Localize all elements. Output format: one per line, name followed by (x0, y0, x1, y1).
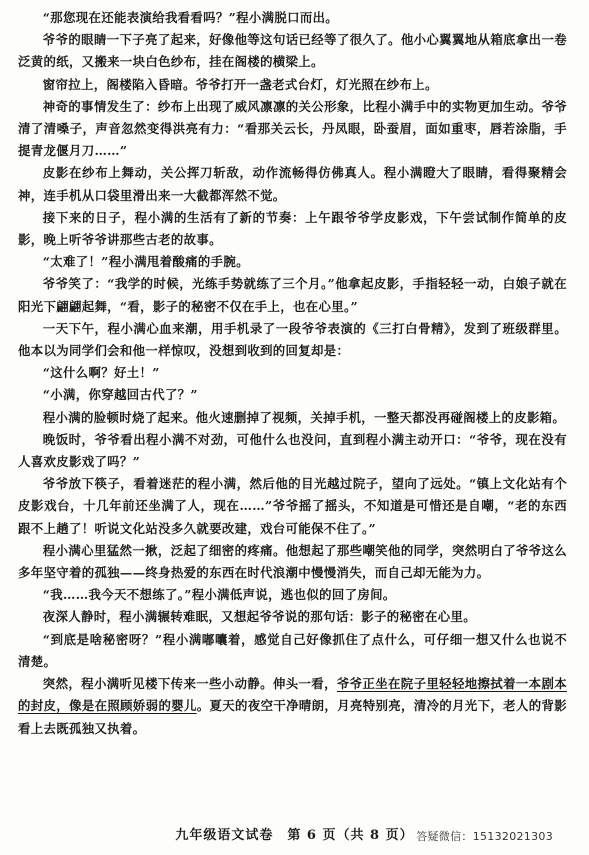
text-segment: 晚饭时，爷爷看出程小满不对劲，可他什么也没问，直到程小满主动开口：“爷爷，现在没有人喜欢皮影戏了吗？” (18, 431, 567, 470)
text-segment: 突然，程小满听见楼下传来一些小动静。伸头一看， (42, 676, 337, 692)
text-segment: 程小满的脸顿时烧了起来。他火速删掉了视频，关掉手机，一整天都没再碰阁楼上的皮影箱。 (42, 409, 566, 425)
text-segment: 接下来的日子，程小满的生活有了新的节奏：上午跟爷爷学皮影戏，下午尝试制作简单的皮影，晚上听爷爷讲那些古老的故事。 (18, 209, 567, 248)
text-segment: “太难了！”程小满甩着酸痛的手腕。 (42, 254, 249, 270)
underlined-sentence: 爷爷正坐在院子里轻轻地擦拭着一本剧本的封皮，像是在照顾娇弱的婴儿 (18, 676, 567, 714)
passage-body (18, 7, 567, 740)
paragraph (18, 318, 567, 362)
text-segment: “这什么啊？好土！” (42, 365, 160, 381)
paragraph (18, 7, 567, 29)
paragraph (18, 74, 567, 96)
paragraph (18, 273, 567, 317)
contact-info: 答疑微信：15132021303 (416, 830, 553, 843)
paragraph (18, 540, 567, 584)
paragraph (18, 673, 567, 740)
text-segment: “到底是啥秘密呀？”程小满嘟囔着，感觉自己好像抓住了点什么，可仔细一想又什么也说不清楚。 (18, 631, 567, 669)
paragraph (18, 96, 567, 163)
text-segment: 一天下午，程小满心血来潮，用手机录了一段爷爷表演的《三打白骨精》，发到了班级群里。他本以为同学们会和他一样惊叹，没想到收到的回复却是： (18, 320, 567, 359)
paragraph (18, 162, 567, 206)
text-segment: “小满，你穿越回古代了？” (42, 387, 198, 403)
text-segment: 皮影在纱布上舞动，关公挥刀斩敌，动作流畅得仿佛真人。程小满瞪大了眼睛，看得聚精会神，连手机从口袋里滑出来一大截都浑然不觉。 (18, 165, 567, 203)
text-segment: “那您现在还能表演给我看看吗？”程小满脱口而出。 (42, 10, 339, 25)
paragraph (18, 629, 567, 673)
paragraph (18, 584, 567, 606)
text-segment: 窗帘拉上，阁楼陷入昏暗。爷爷打开一盏老式台灯，灯光照在纱布上。 (42, 76, 438, 92)
text-segment: “我……我今天不想练了。”程小满低声说，逃也似的回了房间。 (42, 587, 396, 603)
paragraph (18, 407, 567, 429)
paragraph (18, 251, 567, 273)
page-footer: 九年级语文试卷 第 6 页（共 8 页） (175, 828, 414, 843)
paragraph (18, 362, 567, 384)
text-segment: 爷爷笑了：“我学的时候，光练手势就练了三个月。”他拿起皮影，手指轻轻一动，白娘子就在阳光下翩翩起舞，“看，影子的秘密不仅在手上，也在心里。” (18, 276, 567, 314)
text-segment: 爷爷放下筷子，看着迷茫的程小满，然后他的目光越过院子，望向了远处。“镇上文化站有个皮影戏台，十几年前还坐满了人，现在……”爷爷摇了摇头，不知道是可惜还是自嘲，“老的东西跟不上趟了！听说文化站没多久就要改建，戏台可能保不住了。” (18, 476, 567, 536)
text-segment: 。夏天的夜空干净晴朗，月亮特别亮，清冷的月光下，老人的背影看上去既孤独又执着。 (18, 698, 567, 736)
paragraph (18, 29, 567, 73)
paragraph (18, 384, 567, 406)
text-segment: 夜深人静时，程小满辗转难眠，又想起爷爷说的那句话：影子的秘密在心里。 (42, 609, 476, 625)
text-segment: 程小满心里猛然一揪，泛起了细密的疼痛。他想起了那些嘲笑他的同学，突然明白了爷爷这么多年坚守着的孤独——终身热爱的东西在时代浪潮中慢慢消失，而自己却无能为力。 (18, 542, 567, 581)
paragraph (18, 473, 567, 540)
paragraph (18, 606, 567, 628)
text-segment: 爷爷的眼睛一下子亮了起来，好像他等这句话已经等了很久了。他小心翼翼地从箱底拿出一卷泛黄的纸，又搬来一块白色纱布，挂在阁楼的横梁上。 (18, 32, 567, 70)
paragraph (18, 207, 567, 251)
paragraph (18, 429, 567, 473)
text-segment: 神奇的事情发生了：纱布上出现了威风凛凛的关公形象，比程小满手中的实物更加生动。爷爷清了清嗓子，声音忽然变得洪亮有力：“看那关云长，丹凤眼，卧蚕眉，面如重枣，唇若涂脂，手提青龙偃月刀……” (18, 98, 567, 159)
